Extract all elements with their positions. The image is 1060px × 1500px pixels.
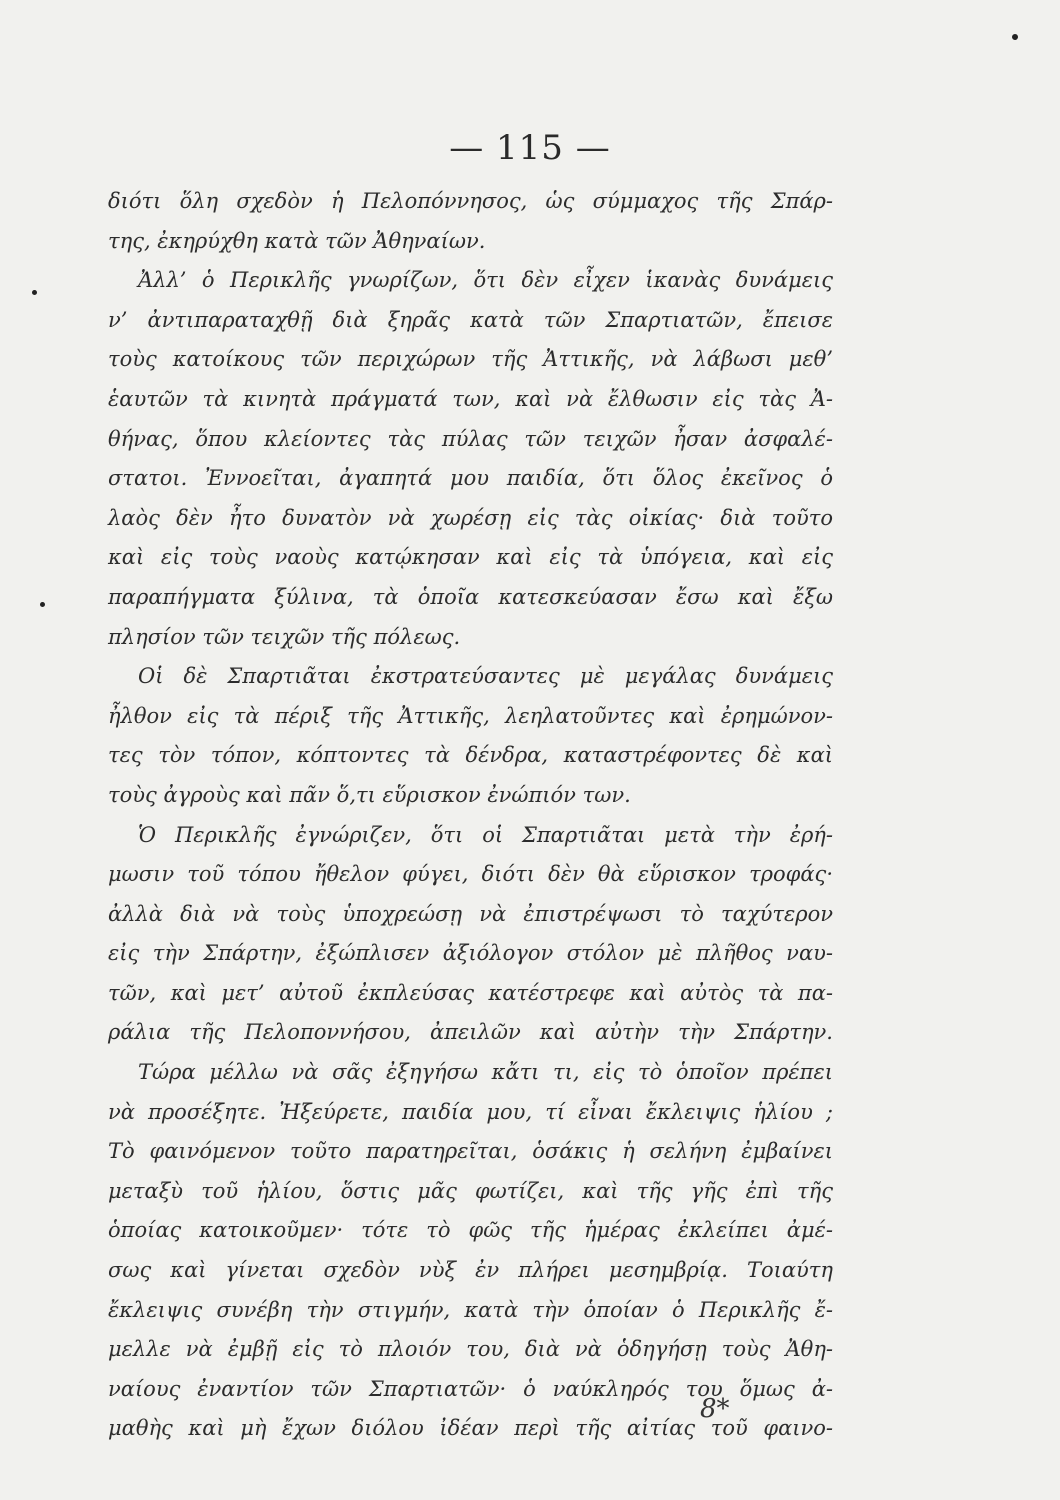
signature-mark: 8* bbox=[700, 1394, 730, 1424]
text-line: ἦλθον εἰς τὰ πέριξ τῆς Ἀττικῆς, λεηλατοῦντες καὶ ἐρημώνον- bbox=[108, 703, 833, 728]
text-line: μελλε νὰ ἐμβῇ εἰς τὸ πλοιόν του, διὰ νὰ ὁδηγήσῃ τοὺς Ἀθη- bbox=[108, 1337, 833, 1362]
ink-speck bbox=[32, 290, 37, 295]
text-line: Οἱ δὲ Σπαρτιᾶται ἐκστρατεύσαντες μὲ μεγάλας δυνάμεις bbox=[138, 664, 833, 689]
text-line: μεταξὺ τοῦ ἡλίου, ὅστις μᾶς φωτίζει, καὶ τῆς γῆς ἐπὶ τῆς bbox=[108, 1178, 833, 1203]
text-line: Τώρα μέλλω νὰ σᾶς ἐξηγήσω κἄτι τι, εἰς τὸ ὁποῖον πρέπει bbox=[138, 1060, 833, 1085]
text-line: παραπήγματα ξύλινα, τὰ ὁποῖα κατεσκεύασαν ἔσω καὶ ἔξω bbox=[108, 584, 833, 609]
text-line: μαθὴς καὶ μὴ ἔχων διόλου ἰδέαν περὶ τῆς αἰτίας τοῦ φαινο- bbox=[108, 1416, 833, 1441]
text-line: Ἀλλ’ ὁ Περικλῆς γνωρίζων, ὅτι δὲν εἶχεν ἱκανὰς δυνάμεις bbox=[138, 268, 833, 293]
text-line: τοὺς κατοίκους τῶν περιχώρων τῆς Ἀττικῆς, νὰ λάβωσι μεθ’ bbox=[108, 347, 833, 372]
text-line: ναίους ἐναντίον τῶν Σπαρτιατῶν· ὁ ναύκληρός του ὅμως ἀ- bbox=[108, 1376, 833, 1401]
text-line: ν’ ἀντιπαραταχθῇ διὰ ξηρᾶς κατὰ τῶν Σπαρτιατῶν, ἔπεισε bbox=[108, 307, 833, 332]
text-line: της, ἐκηρύχθη κατὰ τῶν Ἀθηναίων. bbox=[108, 228, 486, 253]
text-line: τῶν, καὶ μετ’ αὐτοῦ ἐκπλεύσας κατέστρεφε καὶ αὐτὸς τὰ πα- bbox=[108, 980, 833, 1005]
text-line: διότι ὅλη σχεδὸν ἡ Πελοπόννησος, ὡς σύμμαχος τῆς Σπάρ- bbox=[108, 189, 833, 213]
text-line: ἀλλὰ διὰ νὰ τοὺς ὑποχρεώσῃ νὰ ἐπιστρέψωσι τὸ ταχύτερον bbox=[108, 901, 833, 926]
text-line: θήνας, ὅπου κλείοντες τὰς πύλας τῶν τειχῶν ἦσαν ἀσφαλέ- bbox=[108, 426, 833, 451]
text-line: πλησίον τῶν τειχῶν τῆς πόλεως. bbox=[108, 624, 461, 649]
text-line: ἔκλειψις συνέβη τὴν στιγμήν, κατὰ τὴν ὁποίαν ὁ Περικλῆς ἔ- bbox=[108, 1297, 833, 1322]
text-line: ράλια τῆς Πελοποννήσου, ἀπειλῶν καὶ αὐτὴν τὴν Σπάρτην. bbox=[108, 1020, 833, 1045]
text-line: στατοι. Ἐννοεῖται, ἀγαπητά μου παιδία, ὅτι ὅλος ἐκεῖνος ὁ bbox=[108, 466, 833, 491]
text-line: εἰς τὴν Σπάρτην, ἐξώπλισεν ἀξιόλογον στόλον μὲ πλῆθος ναυ- bbox=[108, 941, 833, 966]
text-line: τες τὸν τόπον, κόπτοντες τὰ δένδρα, καταστρέφοντες δὲ καὶ bbox=[108, 743, 833, 768]
text-line: ὁποίας κατοικοῦμεν· τότε τὸ φῶς τῆς ἡμέρας ἐκλείπει ἀμέ- bbox=[108, 1218, 833, 1243]
page-number: — 115 — bbox=[449, 128, 611, 168]
ink-speck bbox=[40, 602, 45, 607]
text-line: καὶ εἰς τοὺς ναοὺς κατῴκησαν καὶ εἰς τὰ ὑπόγεια, καὶ εἰς bbox=[108, 545, 833, 570]
body-text bbox=[108, 182, 833, 1449]
text-line: Ὁ Περικλῆς ἐγνώριζεν, ὅτι οἱ Σπαρτιᾶται μετὰ τὴν ἐρή- bbox=[138, 822, 833, 847]
text-line: τοὺς ἀγροὺς καὶ πᾶν ὅ,τι εὕρισκον ἐνώπιόν των. bbox=[108, 782, 631, 807]
text-line: λαὸς δὲν ἦτο δυνατὸν νὰ χωρέσῃ εἰς τὰς οἰκίας· διὰ τοῦτο bbox=[108, 505, 833, 530]
text-line: μωσιν τοῦ τόπου ἤθελον φύγει, διότι δὲν θὰ εὕρισκον τροφάς· bbox=[108, 862, 833, 887]
text-line: σως καὶ γίνεται σχεδὸν νὺξ ἐν πλήρει μεσημβρίᾳ. Τοιαύτη bbox=[108, 1258, 833, 1283]
ink-speck bbox=[1012, 34, 1018, 40]
text-line: ἑαυτῶν τὰ κινητὰ πράγματά των, καὶ νὰ ἔλθωσιν εἰς τὰς Ἀ- bbox=[108, 386, 833, 411]
text-line: Τὸ φαινόμενον τοῦτο παρατηρεῖται, ὁσάκις ἡ σελήνη ἐμβαίνει bbox=[108, 1139, 833, 1164]
text-line: νὰ προσέξητε. Ἠξεύρετε, παιδία μου, τί εἶναι ἔκλειψις ἡλίου ; bbox=[108, 1099, 833, 1124]
